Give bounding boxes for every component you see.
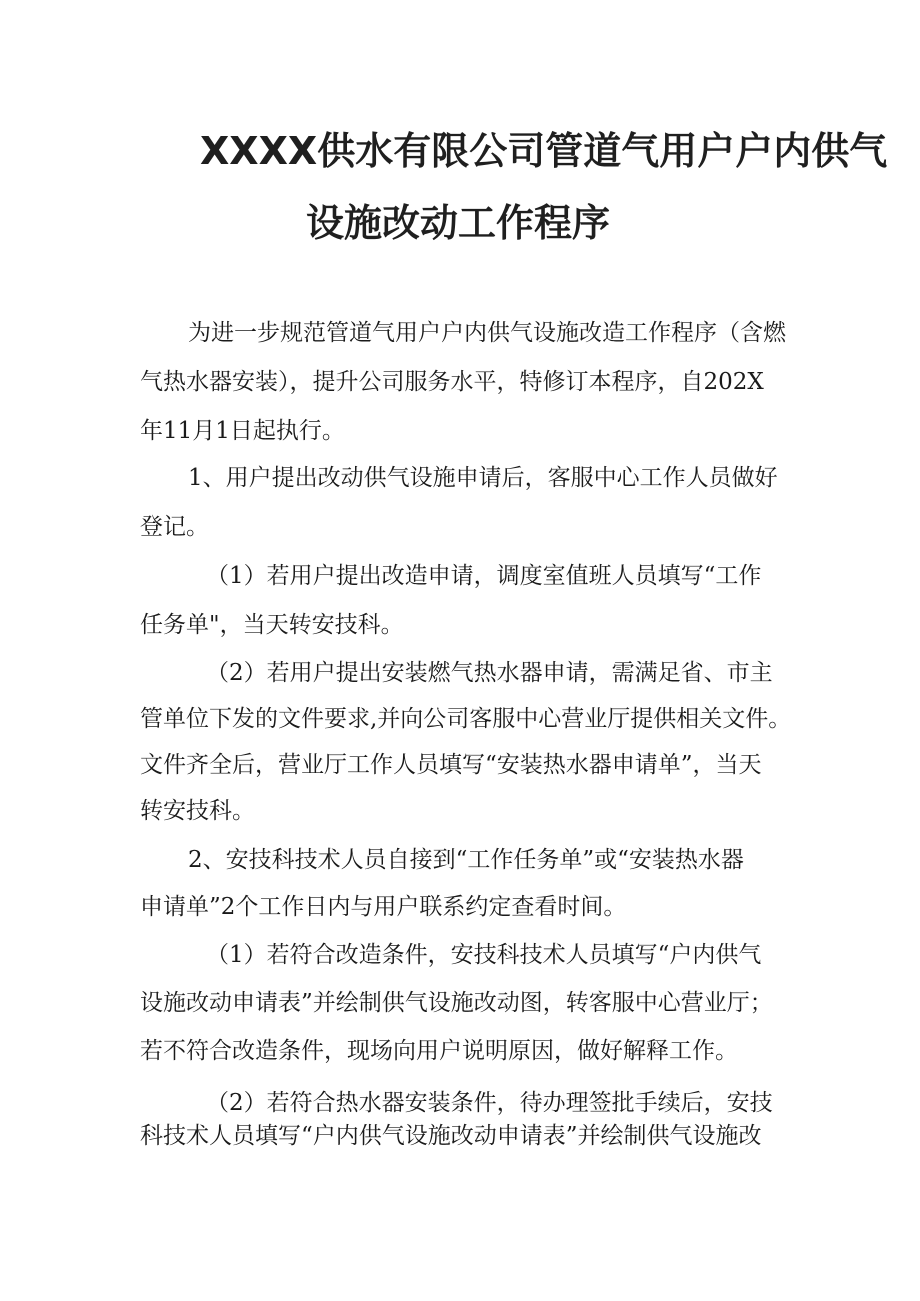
paragraph-line: 设施改动申请表”并绘制供气设施改动图，转客服中心营业厅； [140, 990, 773, 1016]
paragraph-line: 管单位下发的文件要求,并向公司客服中心营业厅提供相关文件。 [140, 706, 792, 732]
paragraph-line: 申请单”2个工作日内与用户联系约定查看时间。 [140, 894, 627, 920]
paragraph-line: 年11月1日起执行。 [140, 418, 345, 444]
paragraph-line: 若不符合改造条件，现场向用户说明原因，做好解释工作。 [140, 1038, 738, 1064]
paragraph-line: （2）若用户提出安装燃气热水器申请，需满足省、市主 [206, 660, 773, 686]
paragraph-line: 气热水器安装），提升公司服务水平，特修订本程序，自202X [140, 369, 764, 395]
paragraph-line: 为进一步规范管道气用户户内供气设施改造工作程序（含燃 [188, 320, 786, 346]
paragraph-line: 科技术人员填写“户内供气设施改动申请表”并绘制供气设施改 [140, 1123, 762, 1149]
paragraph-line: 1、用户提出改动供气设施申请后，客服中心工作人员做好 [188, 465, 778, 491]
paragraph-line: 任务单"，当天转安技科。 [140, 612, 404, 638]
paragraph-line: 登记。 [140, 514, 209, 540]
document-title-line-1: XXXX供水有限公司管道气用户户内供气 [200, 129, 888, 173]
paragraph-line: 转安技科。 [140, 798, 255, 824]
document-title-line-2: 设施改动工作程序 [306, 201, 611, 245]
paragraph-line: （2）若符合热水器安装条件，待办理签批手续后，安技 [206, 1090, 773, 1116]
paragraph-line: 2、安技科技术人员自接到“工作任务单”或“安装热水器 [188, 847, 744, 873]
paragraph-line: （1）若符合改造条件，安技科技术人员填写“户内供气 [206, 942, 762, 968]
paragraph-line: 文件齐全后，营业厅工作人员填写“安装热水器申请单”，当天 [140, 752, 762, 778]
paragraph-line: （1）若用户提出改造申请，调度室值班人员填写“工作 [206, 563, 762, 589]
